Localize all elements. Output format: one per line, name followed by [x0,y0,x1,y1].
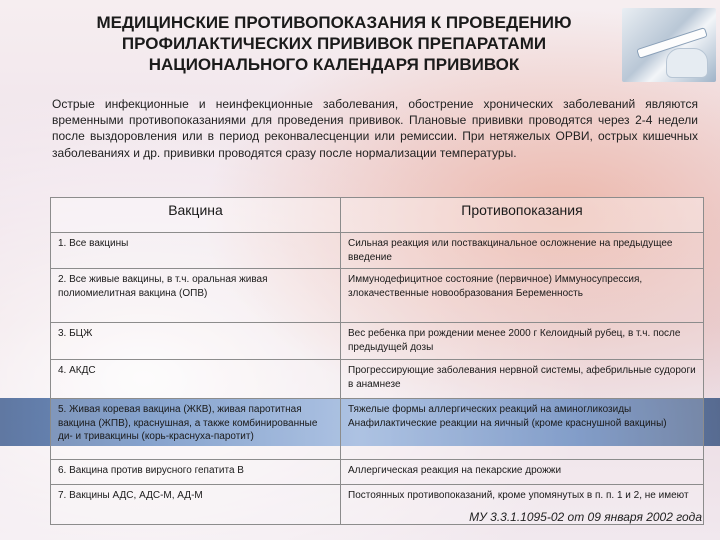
table-row [51,360,704,399]
header-vaccine: Вакцина [51,198,341,233]
table-row [51,323,704,360]
contraindication-cell: Иммунодефицитное состояние (первичное) Иммуносупрессия, злокачественные новообразования Беременность [341,269,704,323]
contraindications-table [50,197,704,525]
table-header-row [51,198,704,233]
header-contraindications: Противопоказания [341,198,704,233]
vaccine-cell: 4. АКДС [51,360,341,399]
contraindication-cell: Тяжелые формы аллергических реакций на аминогликозиды Анафилактические реакции на яичный (кроме краснушной вакцины) [341,399,704,460]
table-row [51,460,704,485]
contraindication-cell: Постоянных противопоказаний, кроме упомянутых в п. п. 1 и 2, не имеют [341,485,704,525]
contraindication-cell: Вес ребенка при рождении менее 2000 г Келоидный рубец, в т.ч. после предыдущей дозы [341,323,704,360]
contraindication-cell: Сильная реакция или поствакцинальное осложнение на предыдущее введение [341,233,704,269]
vaccine-cell: 2. Все живые вакцины, в т.ч. оральная живая полиомиелитная вакцина (ОПВ) [51,269,341,323]
intro-paragraph: Острые инфекционные и неинфекционные заболевания, обострение хронических заболеваний являются временными противопоказаниями для проведения прививок. Плановые прививки проводятся через 2-4 недели после выздоровления или в период реконвалесценции или ремиссии. При нетяжелых ОРВИ, острых кишечных заболеваниях и др. прививки проводятся сразу после нормализации температуры. [52,97,698,160]
table-row [51,233,704,269]
vaccine-cell: 6. Вакцина против вирусного гепатита В [51,460,341,485]
contraindication-cell: Аллергическая реакция на пекарские дрожжи [341,460,704,485]
gloved-hand-icon [666,48,708,78]
source-reference: МУ 3.3.1.1095-02 от 09 января 2002 года [469,510,702,524]
vaccine-cell: 7. Вакцины АДС, АДС-М, АД-М [51,485,341,525]
vaccine-cell: 5. Живая коревая вакцина (ЖКВ), живая паротитная вакцина (ЖПВ), краснушная, а также комбинированные ди- и тривакцины (корь-краснуха-паротит) [51,399,341,460]
vaccine-cell: 3. БЦЖ [51,323,341,360]
page-title: МЕДИЦИНСКИЕ ПРОТИВОПОКАЗАНИЯ К ПРОВЕДЕНИЮ ПРОФИЛАКТИЧЕСКИХ ПРИВИВОК ПРЕПАРАТАМИ НАЦИОНАЛЬНОГО КАЛЕНДАРЯ ПРИВИВОК [96,13,572,74]
vaccine-cell: 1. Все вакцины [51,233,341,269]
syringe-photo [622,8,716,82]
table-row [51,269,704,323]
table-row [51,399,704,460]
contraindication-cell: Прогрессирующие заболевания нервной системы, афебрильные судороги в анамнезе [341,360,704,399]
